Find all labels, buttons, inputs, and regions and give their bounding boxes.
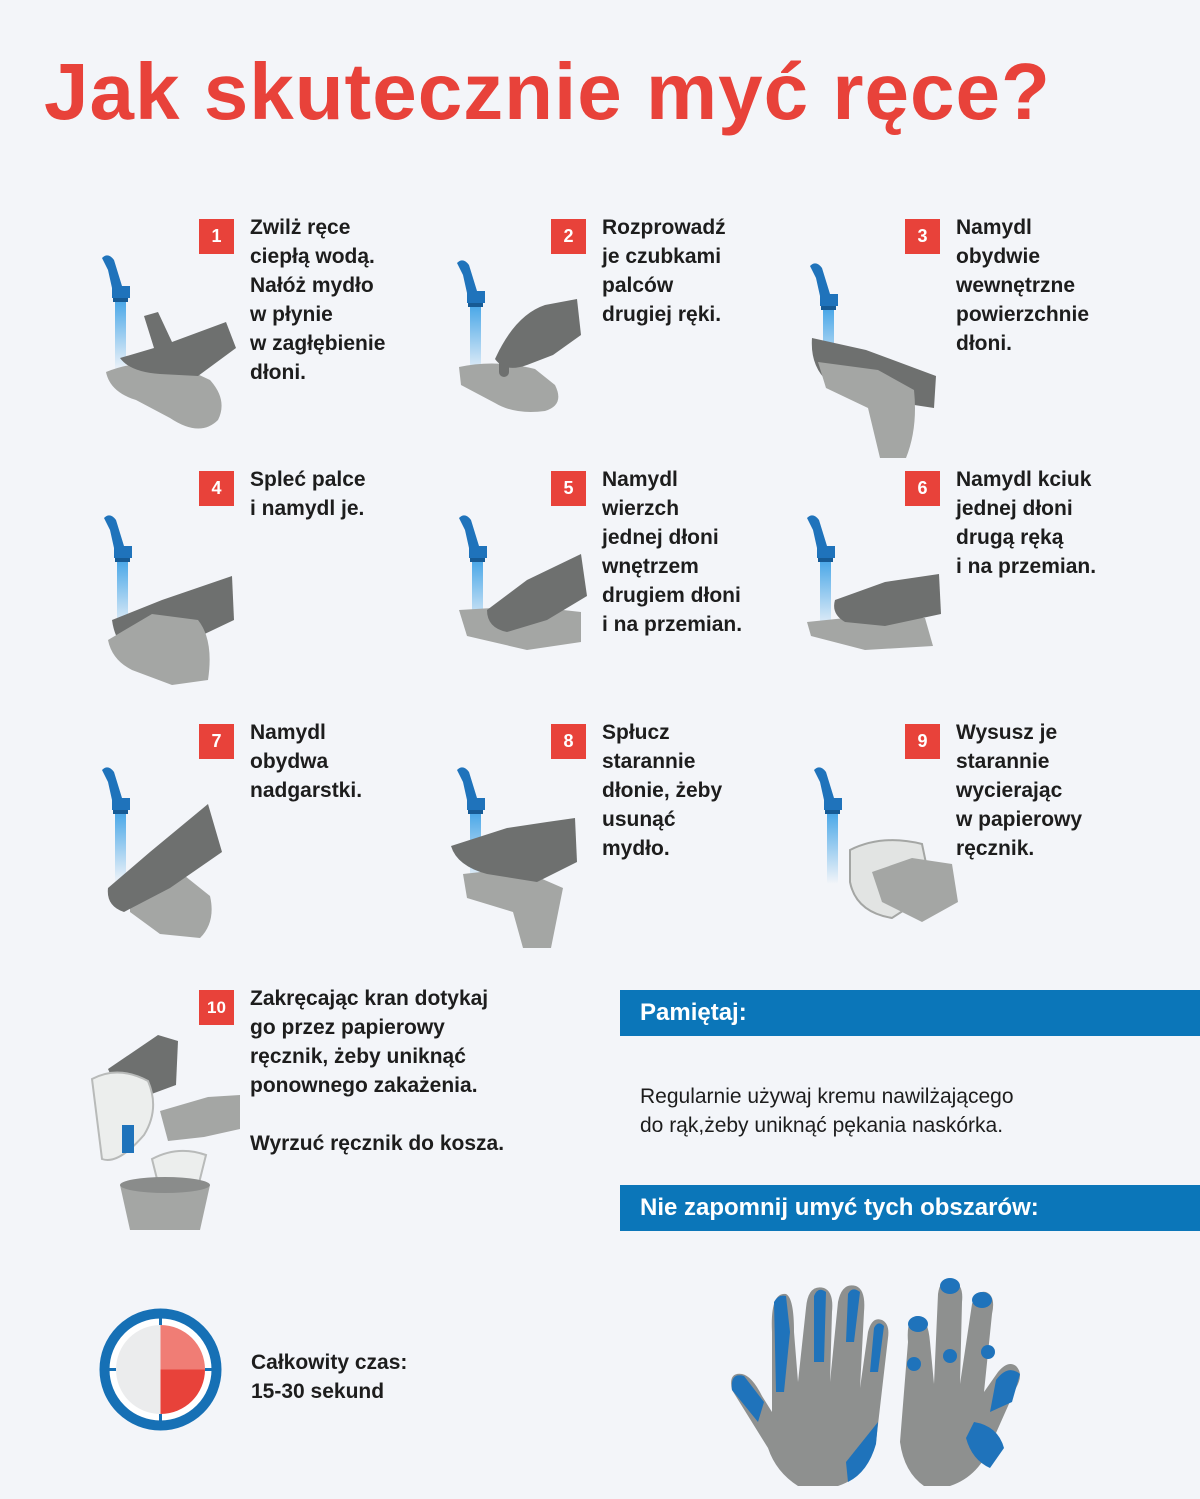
step-7-number: 7 [199, 724, 234, 759]
step-9-text: Wysusz je starannie wycierając w papierowy ręcznik. [956, 721, 1083, 860]
step-5-text: Namydl wierzch jednej dłoni wnętrzem drugiem dłoni i na przemian. [602, 468, 743, 636]
step-4-number: 4 [199, 471, 234, 506]
hands-areas-icon [728, 1272, 1028, 1498]
step-3-text: Namydl obydwie wewnętrzne powierzchnie dłoni. [956, 216, 1090, 355]
step-10-text: Zakręcając kran dotykaj go przez papierowy ręcznik, żeby uniknąć ponownego zakażenia. Wyrzuć ręcznik do kosza. [250, 987, 505, 1155]
step-3 [905, 216, 1200, 459]
remember-header: Pamiętaj: [620, 990, 1200, 1036]
step-5-number: 5 [551, 471, 586, 506]
step-8-number: 8 [551, 724, 586, 759]
step-1-number: 1 [199, 219, 234, 254]
step-10-number: 10 [199, 990, 234, 1025]
step-1-text: Zwilż ręce ciepłą wodą. Nałóż mydło w płynie w zagłębienie dłoni. [250, 216, 386, 384]
step-2-number: 2 [551, 219, 586, 254]
total-time-label: Całkowity czas: 15-30 sekund [251, 1351, 408, 1403]
step-6-text: Namydl kciuk jednej dłoni drugą ręką i na przemian. [956, 468, 1097, 578]
step-10 [199, 987, 579, 1230]
step-7-text: Namydl obydwa nadgarstki. [250, 721, 363, 802]
step-4-text: Spleć palce i namydl je. [250, 468, 366, 520]
step-9 [905, 721, 1200, 964]
remember-text: Regularnie używaj kremu nawilżającego do rąk,żeby uniknąć pękania naskórka. [640, 1085, 1014, 1137]
timer-icon [98, 1307, 223, 1432]
step-2-text: Rozprowadź je czubkami palców drugiej ręki. [602, 216, 726, 326]
step-6 [905, 468, 1200, 711]
page-title: Jak skutecznie myć ręce? [44, 47, 1051, 136]
step-6-number: 6 [905, 471, 940, 506]
step-3-number: 3 [905, 219, 940, 254]
step-9-number: 9 [905, 724, 940, 759]
areas-header: Nie zapomnij umyć tych obszarów: [620, 1185, 1200, 1231]
step-8-text: Spłucz starannie dłonie, żeby usunąć mydło. [602, 721, 723, 860]
